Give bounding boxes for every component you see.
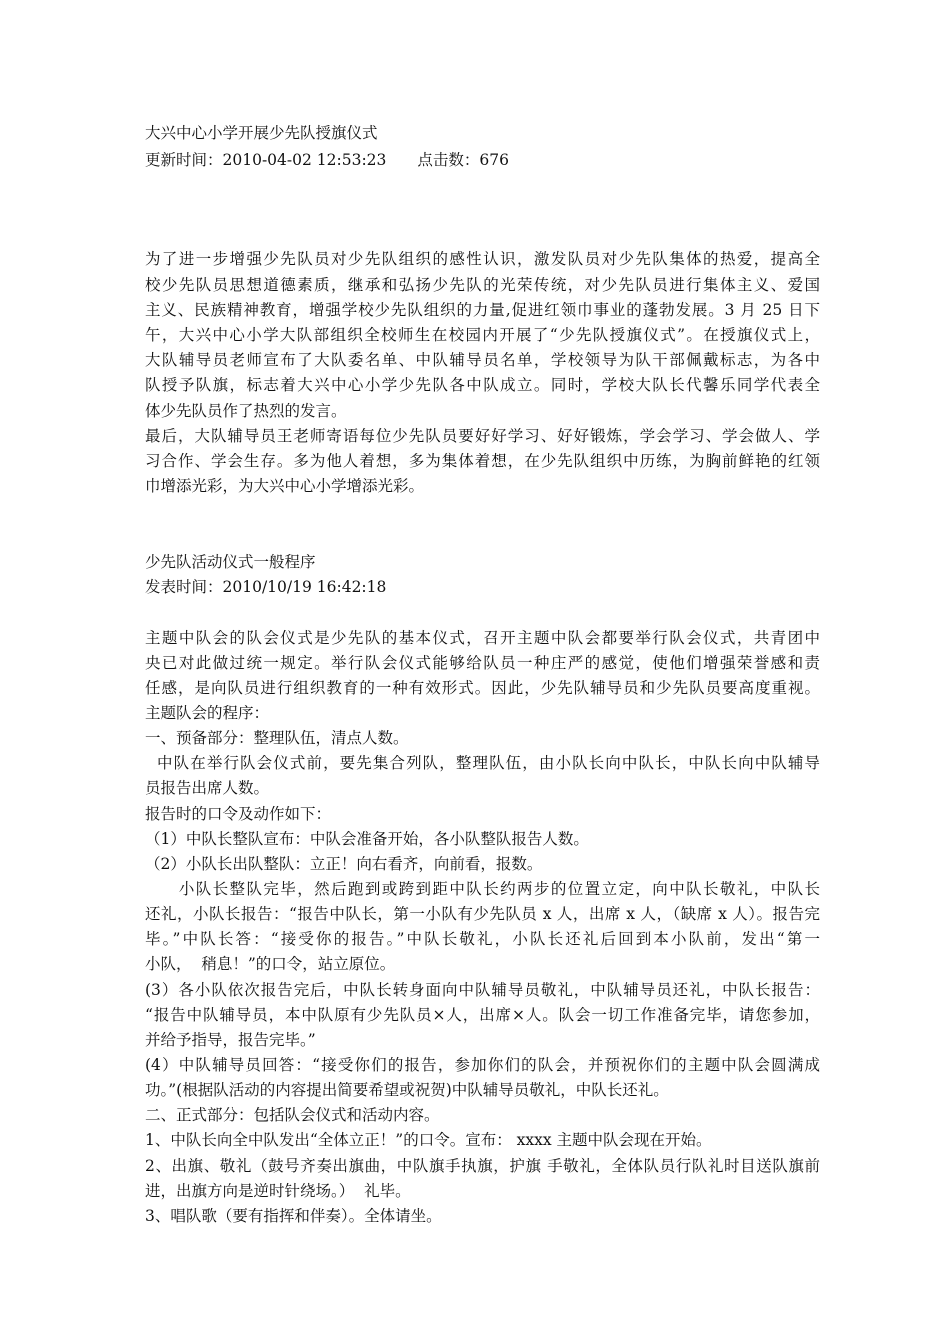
article2-line: 报告时的口令及动作如下： [145, 805, 332, 823]
article2-line: （1）中队长整队宣布：中队会准备开始，各小队整队报告人数。 [145, 830, 589, 848]
article2-line: (4）中队辅导员回答：“接受你们的报告，参加你们的队会，并预祝你们的主题中队会圆满成 [145, 1056, 820, 1074]
article2-line: （2）小队长出队整队：立正！向右看齐，向前看，报数。 [145, 855, 543, 873]
article2-line: 主题队会的程序： [145, 704, 270, 722]
article1-line: 巾增添光彩，为大兴中心小学增添光彩。 [145, 477, 425, 495]
article2-line: 中队在举行队会仪式前，要先集合列队，整理队伍，由小队长向中队长，中队长向中队辅导 [145, 754, 820, 772]
article2-line: 还礼，小队长报告：“报告中队长，第一小队有少先队员 x 人，出席 x 人，（缺席 x 人）。报告完 [145, 905, 820, 923]
article1-line: 主义、民族精神教育，增强学校少先队组织的力量,促进红领巾事业的蓬勃发展。3 月 25 日下 [145, 301, 820, 319]
article2-line: 进，出旗方向是逆时针绕场。） 礼毕。 [145, 1182, 411, 1200]
article2-line: 小队， 稍息！”的口令，站立原位。 [145, 955, 396, 973]
article1-line: 习合作、学会生存。多为他人着想，多为集体着想，在少先队组织中历练，为胸前鲜艳的红领 [145, 452, 820, 470]
article1-line: 队授予队旗，标志着大兴中心小学少先队各中队成立。同时，学校大队长代馨乐同学代表全 [145, 376, 820, 394]
article2-line: (3）各小队依次报告完后，中队长转身面向中队辅导员敬礼，中队辅导员还礼，中队长报告： [145, 981, 820, 999]
article2-line: 并给予指导，报告完毕。” [145, 1031, 316, 1049]
article2-line: 3、唱队歌（要有指挥和伴奏）。全体请坐。 [145, 1207, 442, 1225]
article2-line: “报告中队辅导员，本中队原有少先队员×人，出席×人。队会一切工作准备完毕，请您参加， [145, 1006, 820, 1024]
article2-line: 小队长整队完毕，然后跑到或跨到距中队长约两步的位置立定，向中队长敬礼，中队长 [145, 880, 820, 898]
article2-line: 2、出旗、敬礼（鼓号齐奏出旗曲，中队旗手执旗，护旗 手敬礼，全体队员行队礼时目送队旗前 [145, 1157, 820, 1175]
article1-title: 大兴中心小学开展少先队授旗仪式 [145, 124, 378, 142]
article2-line: 1、中队长向全中队发出“全体立正！”的口令。宣布： xxxx 主题中队会现在开始。 [145, 1131, 712, 1149]
article2-title: 少先队活动仪式一般程序 [145, 553, 316, 571]
article2-line: 员报告出席人数。 [145, 779, 270, 797]
article2-line: 任感，是向队员进行组织教育的一种有效形式。因此，少先队辅导员和少先队员要高度重视。 [145, 679, 820, 697]
article1-line: 最后，大队辅导员王老师寄语每位少先队员要好好学习、好好锻炼，学会学习、学会做人、学 [145, 427, 820, 445]
article1-line: 校少先队员思想道德素质，继承和弘扬少先队的光荣传统，对少先队员进行集体主义、爱国 [145, 276, 820, 294]
article2-line: 二、正式部分：包括队会仪式和活动内容。 [145, 1106, 440, 1124]
article1-line: 大队辅导员老师宣布了大队委名单、中队辅导员名单，学校领导为队干部佩戴标志，为各中 [145, 351, 820, 369]
article1-line: 体少先队员作了热烈的发言。 [145, 402, 347, 420]
article2-line: 主题中队会的队会仪式是少先队的基本仪式，召开主题中队会都要举行队会仪式，共青团中 [145, 629, 820, 647]
article2-line: 一、预备部分：整理队伍，清点人数。 [145, 729, 409, 747]
article1-line: 为了进一步增强少先队员对少先队组织的感性认识，激发队员对少先队集体的热爱，提高全 [145, 250, 820, 268]
article2-line: 功。”(根据队活动的内容提出简要希望或祝贺)中队辅导员敬礼，中队长还礼。 [145, 1081, 669, 1099]
article2-line: 央已对此做过统一规定。举行队会仪式能够给队员一种庄严的感觉，使他们增强荣誉感和责 [145, 654, 820, 672]
article2-line: 毕。”中队长答：“接受你的报告。”中队长敬礼，小队长还礼后回到本小队前，发出“第一 [145, 930, 820, 948]
article1-line: 午，大兴中心小学大队部组织全校师生在校园内开展了“少先队授旗仪式”。在授旗仪式上， [145, 326, 820, 344]
article1-meta: 更新时间：2010-04-02 12:53:23 点击数：676 [145, 151, 509, 169]
article2-meta: 发表时间：2010/10/19 16:42:18 [145, 578, 387, 596]
